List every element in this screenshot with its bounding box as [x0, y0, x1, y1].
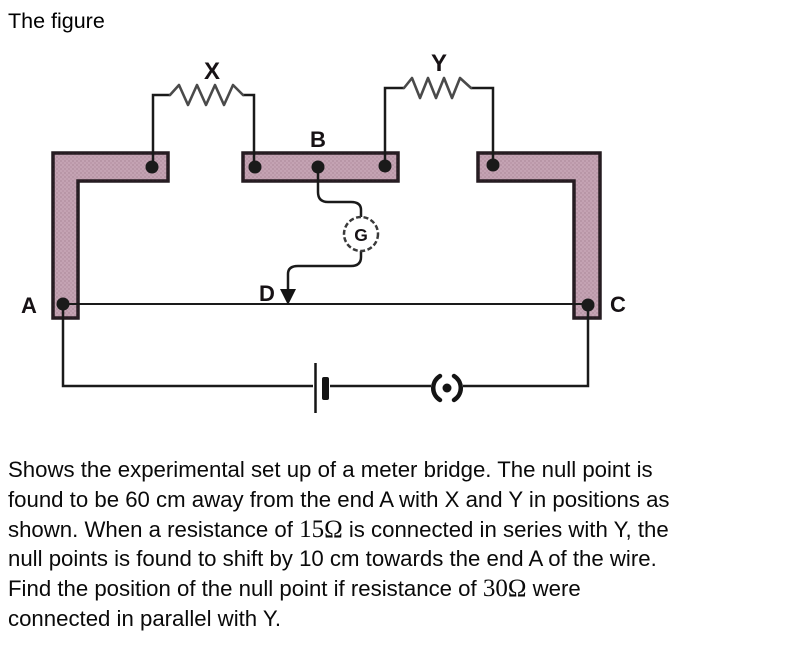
problem-statement: [8, 455, 796, 634]
battery-short-plate: [322, 377, 329, 400]
copper-strips: [53, 153, 600, 318]
right-strip-texture: [478, 153, 600, 318]
problem-line: [8, 544, 796, 574]
terminal-a-dot: [57, 298, 70, 311]
diagram-labels: [21, 50, 626, 318]
jockey-arrow-icon: [280, 289, 296, 305]
label-terminal-b: B: [310, 127, 326, 152]
label-resistor-y: Y: [430, 50, 448, 77]
key-center-dot: [443, 384, 452, 393]
problem-text: found to be 60 cm away from the end A with X and Y in positions as: [8, 486, 670, 512]
problem-line: [8, 515, 796, 545]
problem-text: were: [526, 576, 581, 602]
key-right-arc: [454, 376, 461, 400]
resistance-value-math: 15Ω: [299, 515, 343, 543]
resistor-y-right-lead: [471, 88, 493, 162]
b-strip-left-dot: [249, 161, 262, 174]
problem-text: Find the position of the null point if resistance of: [8, 576, 483, 602]
plug-key-symbol: [433, 376, 461, 400]
resistor-y-zigzag: [404, 78, 471, 98]
resistor-x-zigzag: [170, 85, 243, 105]
label-terminal-a: A: [21, 293, 37, 318]
b-strip-right-dot: [379, 160, 392, 173]
label-terminal-c: C: [610, 292, 626, 317]
wire-a-to-battery: [63, 310, 313, 386]
left-strip-texture: [53, 153, 168, 318]
resistance-value-math: 30Ω: [482, 575, 527, 603]
problem-line: [8, 574, 796, 604]
battery-cell-symbol: [316, 363, 330, 413]
problem-text: connected in parallel with Y.: [8, 605, 282, 631]
label-jockey-d: D: [259, 281, 275, 306]
problem-text: Shows the experimental set up of a meter bridge. The null point is: [8, 457, 653, 482]
problem-text: is connected in series with Y, the: [342, 516, 669, 542]
wire-galvanometer-to-jockey: [288, 251, 361, 289]
b-strip-middle-dot: [312, 161, 325, 174]
left-strip-terminal-dot: [146, 161, 159, 174]
problem-text: null points is found to shift by 10 cm towards the end A of the wire.: [8, 546, 657, 572]
right-strip-terminal-dot: [487, 159, 500, 172]
problem-line: [8, 485, 796, 515]
key-left-arc: [433, 376, 440, 400]
problem-line: [8, 604, 796, 634]
galvanometer: [344, 217, 378, 251]
problem-text: shown. When a resistance of: [8, 516, 300, 542]
galvanometer-label: G: [354, 225, 368, 245]
label-resistor-x: X: [203, 58, 221, 85]
terminal-c-dot: [582, 299, 595, 312]
wire-key-to-c: [463, 311, 588, 386]
problem-line: [8, 455, 796, 485]
figure-caption: The figure: [8, 9, 105, 33]
